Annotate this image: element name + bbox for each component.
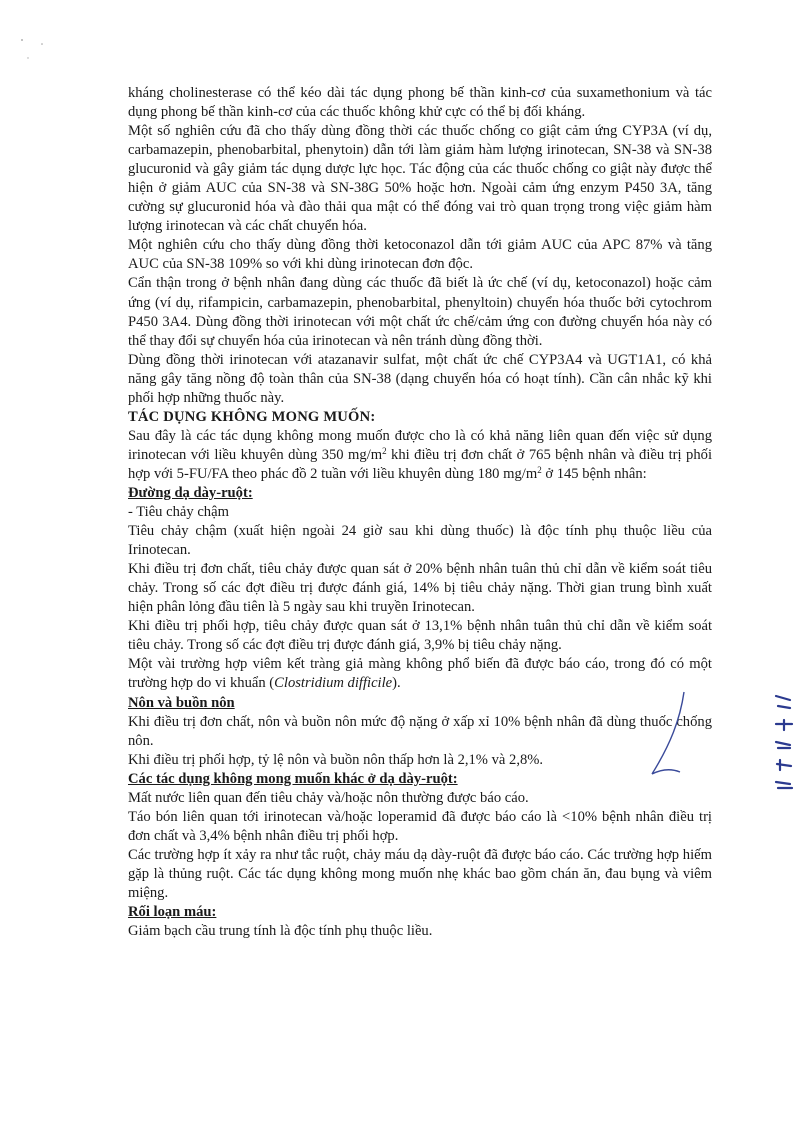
paragraph: Táo bón liên quan tới irinotecan và/hoặc loperamid đã được báo cáo là <10% bệnh nhân điều trị đơn chất và 3,4% bệnh nhân điều trị phối hợp. — [128, 808, 712, 844]
pen-signature-stroke — [640, 690, 700, 780]
paragraph: Tiêu chảy chậm (xuất hiện ngoài 24 giờ sau khi dùng thuốc) là độc tính phụ thuộc liều của Irinotecan. — [128, 523, 712, 559]
scan-specks — [0, 0, 60, 70]
paragraph: Mất nước liên quan đến tiêu chảy và/hoặc nôn thường được báo cáo. — [128, 789, 529, 806]
subheading-other-gi: Các tác dụng không mong muốn khác ở dạ dày-ruột: — [128, 770, 458, 787]
paragraph: Khi điều trị đơn chất, tiêu chảy được quan sát ở 20% bệnh nhân tuân thủ chỉ dẫn về kiểm soát tiêu chảy. Trong số các đợt điều trị được đánh giá, 14% bị tiêu chảy nặng. Thời gian trung bình xuất hiện phân lỏng đầu tiên là 5 ngày sau khi truyền Irinotecan. — [128, 561, 712, 616]
paragraph: Một vài trường hợp viêm kết tràng giả màng không phổ biến đã được báo cáo, trong đó có một trường hợp do vi khuẩn (Clostridium difficile). — [128, 656, 712, 692]
paragraph: Một số nghiên cứu đã cho thấy dùng đồng thời các thuốc chống co giật cảm ứng CYP3A (ví dụ, carbamazepin, phenobarbital, phenytoin) dẫn tới làm giảm hàm lượng irinotecan, SN-38 và SN-38 glucuronid và gây giảm tác dụng dược lực học. Tác động của các thuốc chống co giật này được thể hiện ở giảm AUC của SN-38 và SN-38G 50% hoặc hơn. Ngoài cảm ứng enzym P450 3A, tăng cường sự glucuronid hóa và đào thải qua mật có thể đóng vai trò quan trọng trong việc giảm hàm lượng irinotecan và các chất chuyển hóa. — [128, 123, 712, 235]
paragraph: Khi điều trị phối hợp, tỷ lệ nôn và buồn nôn thấp hơn là 2,1% và 2,8%. — [128, 751, 544, 768]
stamp-fragment — [770, 690, 800, 800]
section-title: TÁC DỤNG KHÔNG MONG MUỐN: — [128, 408, 376, 425]
paragraph: Khi điều trị phối hợp, tiêu chảy được quan sát ở 13,1% bệnh nhân tuân thủ chỉ dẫn về kiểm soát tiêu chảy. Trong số các đợt điều trị được đánh giá, 3,9% bị tiêu chảy nặng. — [128, 618, 712, 654]
paragraph: kháng cholinesterase có thể kéo dài tác dụng phong bế thần kinh-cơ của suxamethonium và tác dụng phong bế thần kinh-cơ của các thuốc không khử cực có thể bị đối kháng. — [128, 85, 712, 121]
paragraph: Dùng đồng thời irinotecan với atazanavir sulfat, một chất ức chế CYP3A4 và UGT1A1, có khả năng gây tăng nồng độ toàn thân của SN-38 (dạng chuyển hóa có hoạt tính). Cần cân nhắc kỹ khi phối hợp những thuốc này. — [128, 351, 712, 406]
subheading-blood: Rối loạn máu: — [128, 904, 217, 921]
paragraph: Cẩn thận trong ở bệnh nhân đang dùng các thuốc đã biết là ức chế (ví dụ, ketoconazol) hoặc cảm ứng (ví dụ, rifampicin, carbamazepin, phenobarbital, phenyltoin) chuyển hóa thuốc bởi cytochrom P450 3A4. Dùng đồng thời irinotecan với một chất ức chế/cảm ứng con đường chuyển hóa này có thể thay đổi sự chuyển hóa của irinotecan và nên tránh dùng đồng thời. — [128, 275, 712, 349]
paragraph: Khi điều trị đơn chất, nôn và buồn nôn mức độ nặng ở xấp xỉ 10% bệnh nhân đã dùng thuốc chống nôn. — [128, 713, 712, 749]
paragraph: Các trường hợp ít xảy ra như tắc ruột, chảy máu dạ dày-ruột đã được báo cáo. Các trường hợp hiếm gặp là thủng ruột. Các tác dụng không mong muốn nhẹ khác bao gồm chán ăn, đau bụng và viêm miệng. — [128, 846, 712, 901]
document-body — [128, 84, 712, 941]
list-item: - Tiêu chảy chậm — [128, 504, 229, 521]
paragraph: Sau đây là các tác dụng không mong muốn được cho là có khả năng liên quan đến việc sử dụng irinotecan với liều khuyên dùng 350 $mg/m^2$ khi điều trị đơn chất ở 765 bệnh nhân và điều trị phối hợp với 5-FU/FA theo phác đồ 2 tuần với liều khuyên dùng 180 $mg/m^2$ ở 145 bệnh nhân: — [128, 427, 712, 482]
paragraph: Một nghiên cứu cho thấy dùng đồng thời ketoconazol dẫn tới giảm AUC của APC 87% và tăng AUC của SN-38 109% so với khi dùng irinotecan đơn độc. — [128, 237, 712, 273]
paragraph: Giảm bạch cầu trung tính là độc tính phụ thuộc liều. — [128, 923, 433, 940]
subheading-nausea: Nôn và buồn nôn — [128, 694, 235, 711]
subheading-gi: Đường dạ dày-ruột: — [128, 484, 253, 501]
